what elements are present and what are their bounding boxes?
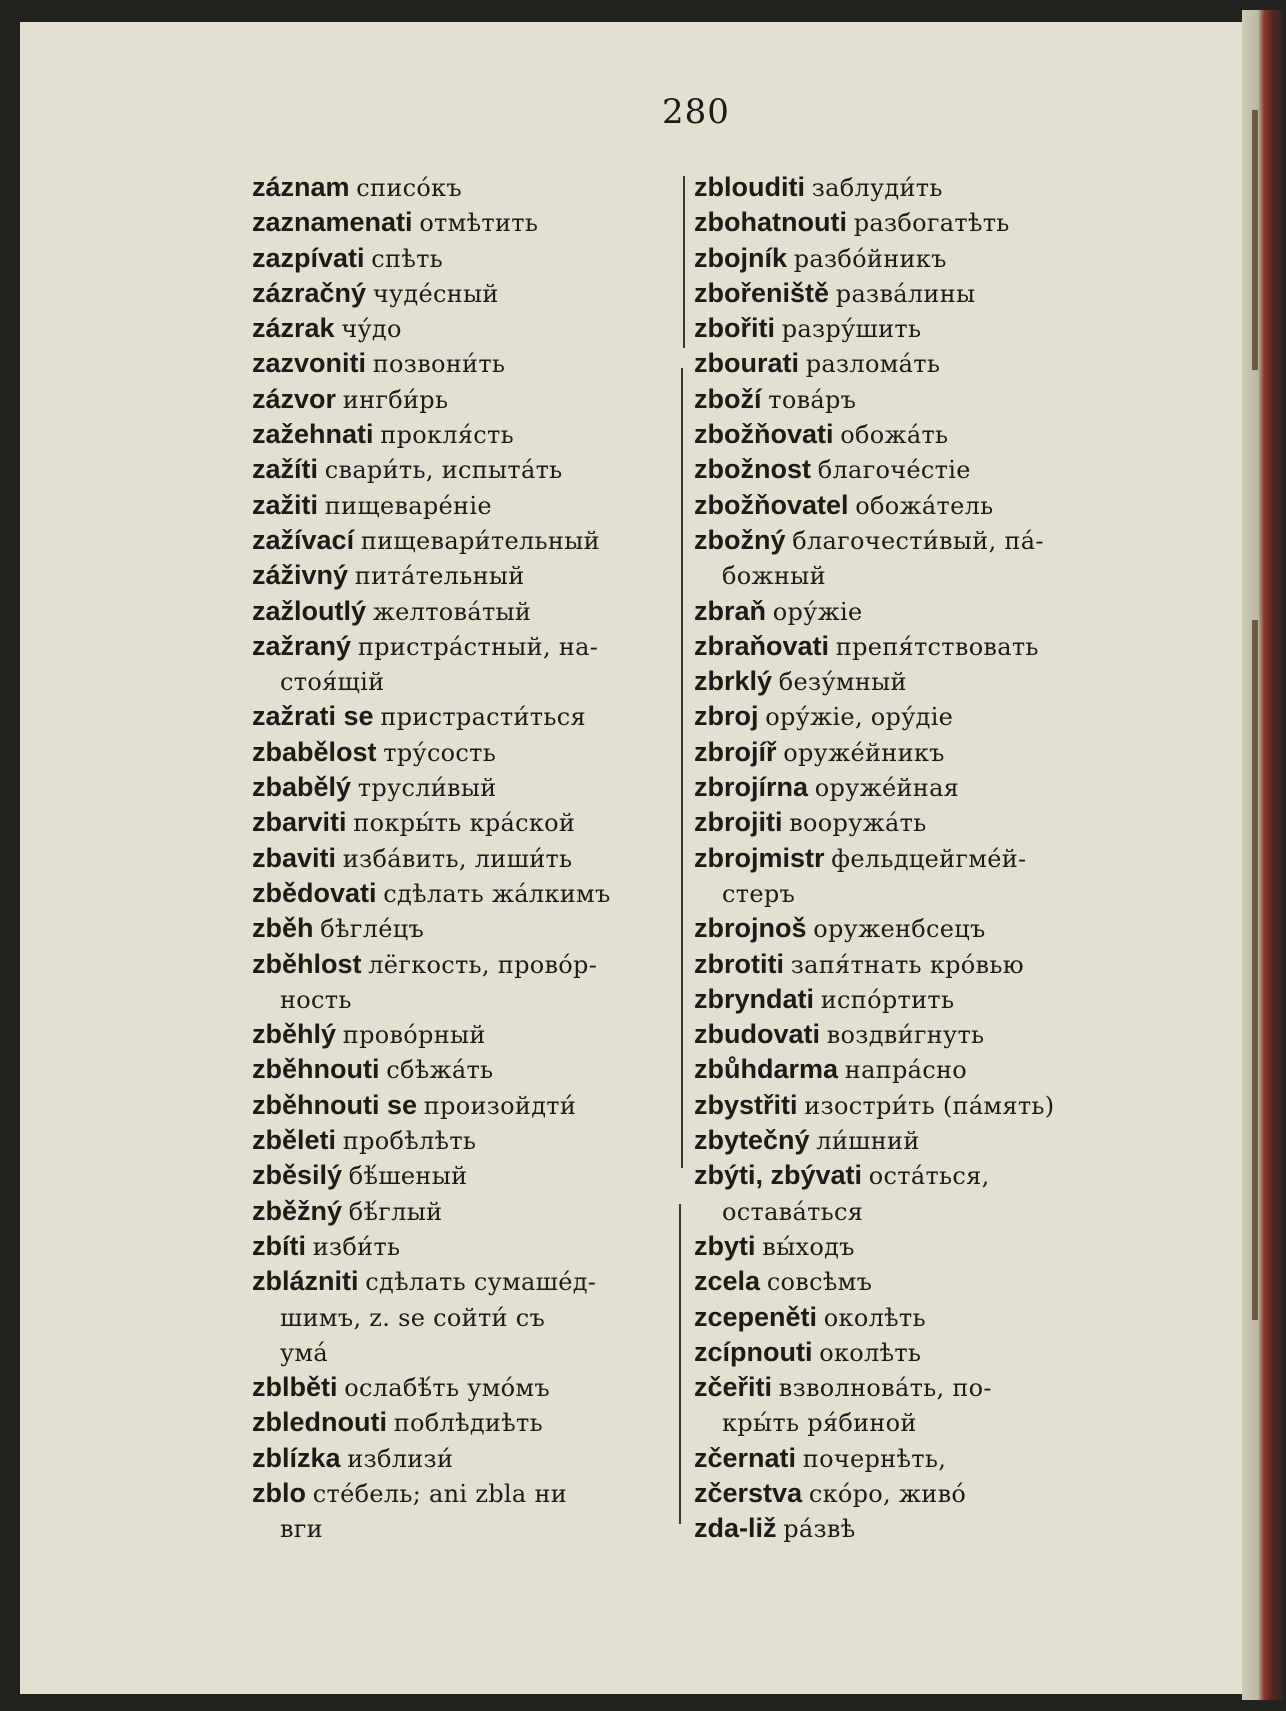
dictionary-entry xyxy=(694,699,1126,734)
translation: разру́шить xyxy=(781,315,922,344)
headword: zběhlý xyxy=(252,1019,337,1050)
translation: разва́лины xyxy=(835,279,976,308)
dictionary-entry xyxy=(694,276,1126,311)
dictionary-entry xyxy=(252,1264,672,1299)
translation: пристра́стный, на- xyxy=(357,632,599,661)
dictionary-entry xyxy=(252,1158,672,1193)
headword: záživný xyxy=(252,560,349,591)
translation: списо́къ xyxy=(356,174,462,202)
dictionary-entry xyxy=(252,452,672,487)
entry-continuation xyxy=(252,1511,672,1546)
dictionary-entry xyxy=(694,629,1126,664)
dictionary-entry xyxy=(252,805,672,840)
translation: пробѣлѣть xyxy=(342,1127,477,1156)
dictionary-entry xyxy=(694,770,1126,805)
headword: zbrojírna xyxy=(694,772,809,803)
dictionary-entry xyxy=(694,1300,1126,1335)
headword: zažraný xyxy=(252,630,352,661)
headword: zbystřiti xyxy=(694,1089,798,1120)
translation: изостри́ть (па́мять) xyxy=(804,1091,1055,1120)
translation: благоче́стіе xyxy=(817,456,971,485)
translation: безу́мный xyxy=(778,668,907,697)
translation: запя́тнать кро́вью xyxy=(790,950,1024,979)
entry-continuation xyxy=(694,876,1126,911)
translation: разбогатѣть xyxy=(853,209,1010,238)
headword: zběhlost xyxy=(252,948,362,979)
translation: ингби́рь xyxy=(342,385,449,414)
dictionary-entry xyxy=(252,205,672,240)
translation: ору́жіе xyxy=(772,597,863,626)
dictionary-entry xyxy=(252,311,672,346)
headword: zblo xyxy=(252,1477,306,1508)
translation: околѣть xyxy=(819,1338,922,1367)
translation: совсѣмъ xyxy=(766,1268,873,1297)
translation: поблѣдиѣть xyxy=(393,1409,543,1438)
translation: заблуди́ть xyxy=(811,174,943,202)
dictionary-entry xyxy=(252,1194,672,1229)
headword: zbrojiti xyxy=(694,807,783,838)
translation: чу́до xyxy=(341,315,402,344)
right-column xyxy=(694,170,1126,1547)
dictionary-entry xyxy=(694,452,1126,487)
dictionary-entry xyxy=(252,1017,672,1052)
translation: ору́жіе, ору́діе xyxy=(765,703,954,732)
headword: zbožňovati xyxy=(694,419,834,450)
translation: трусли́вый xyxy=(357,774,497,803)
translation: божный xyxy=(722,562,826,591)
dictionary-entry xyxy=(252,1441,672,1476)
dictionary-entry xyxy=(252,558,672,593)
headword: zbrojmistr xyxy=(694,842,825,873)
headword: zda-liž xyxy=(694,1513,777,1544)
left-column xyxy=(252,170,672,1547)
column-divider xyxy=(681,368,683,1168)
translation: разбо́йникъ xyxy=(793,244,947,273)
headword: zbýti, zbývati xyxy=(694,1160,863,1191)
headword: zčerstva xyxy=(694,1477,803,1508)
translation: шимъ, z. se сойти́ съ xyxy=(280,1303,546,1332)
headword: zbíti xyxy=(252,1230,306,1261)
translation: пищевари́тельный xyxy=(360,526,600,555)
headword: zbojník xyxy=(694,242,787,273)
dictionary-entry xyxy=(252,1052,672,1087)
dictionary-entry xyxy=(694,1017,1126,1052)
translation: пристрасти́ться xyxy=(380,703,586,732)
translation: това́ръ xyxy=(768,385,857,414)
translation: напра́сно xyxy=(844,1056,968,1085)
dictionary-entry xyxy=(694,735,1126,770)
headword: zažiti xyxy=(252,489,319,520)
dictionary-entry xyxy=(252,1229,672,1264)
dictionary-entry xyxy=(694,1052,1126,1087)
headword: zbroj xyxy=(694,701,759,732)
dictionary-entry xyxy=(694,805,1126,840)
headword: zažloutlý xyxy=(252,595,367,626)
dictionary-entry xyxy=(252,1088,672,1123)
dictionary-entry xyxy=(252,629,672,664)
headword: zbraňovati xyxy=(694,630,830,661)
translation: кры́ть ря́биной xyxy=(722,1409,917,1438)
translation: стеръ xyxy=(722,879,796,908)
headword: zažívací xyxy=(252,524,355,555)
translation: обожа́ть xyxy=(840,421,949,450)
translation: ли́шний xyxy=(816,1127,920,1156)
headword: zběhnouti xyxy=(252,1054,380,1085)
headword: zbraň xyxy=(694,595,767,626)
translation: обожа́тель xyxy=(855,491,994,520)
dictionary-entry xyxy=(252,417,672,452)
translation: изблизи́ xyxy=(347,1444,454,1473)
entry-continuation xyxy=(252,1335,672,1370)
headword: zběleti xyxy=(252,1125,337,1156)
translation: воздви́гнуть xyxy=(826,1021,985,1050)
dictionary-entry xyxy=(694,1158,1126,1193)
dictionary-entry xyxy=(252,876,672,911)
dictionary-entry xyxy=(694,947,1126,982)
headword: zbryndati xyxy=(694,983,815,1014)
dictionary-entry xyxy=(694,1441,1126,1476)
dictionary-entry xyxy=(694,311,1126,346)
translation: препя́тствовать xyxy=(835,632,1039,661)
headword: zažrati se xyxy=(252,701,374,732)
headword: zazpívati xyxy=(252,242,365,273)
spine-shadow xyxy=(1252,110,1258,370)
spine-shadow xyxy=(1252,620,1258,1320)
headword: zblběti xyxy=(252,1372,338,1403)
dictionary-entry xyxy=(252,1370,672,1405)
headword: zbožňovatel xyxy=(694,489,849,520)
translation: почернѣть, xyxy=(802,1444,947,1473)
dictionary-entry xyxy=(694,205,1126,240)
translation: сдѣлать жа́лкимъ xyxy=(383,879,611,908)
dictionary-entry xyxy=(694,523,1126,558)
headword: zbořeniště xyxy=(694,277,830,308)
translation: чуде́сный xyxy=(372,279,499,308)
dictionary-entry xyxy=(252,241,672,276)
headword: zbožnost xyxy=(694,454,811,485)
dictionary-entry xyxy=(694,664,1126,699)
headword: zblednouti xyxy=(252,1407,387,1438)
dictionary-entry xyxy=(252,1405,672,1440)
dictionary-entry xyxy=(694,1370,1126,1405)
dictionary-entry xyxy=(252,911,672,946)
translation: вооружа́ть xyxy=(789,809,927,838)
headword: zbořiti xyxy=(694,313,775,344)
headword: zcepeněti xyxy=(694,1301,818,1332)
translation: бѣ́шеный xyxy=(348,1162,468,1191)
translation: пищеваре́ніе xyxy=(324,491,492,520)
translation: тру́сость xyxy=(383,738,497,767)
entry-continuation xyxy=(252,664,672,699)
headword: zběhnouti se xyxy=(252,1089,418,1120)
translation: оруже́йная xyxy=(814,774,960,803)
entry-continuation xyxy=(694,1194,1126,1229)
translation: оста́ться, xyxy=(868,1162,990,1191)
dictionary-entry xyxy=(252,276,672,311)
dictionary-entry xyxy=(694,417,1126,452)
translation: сбѣжа́ть xyxy=(386,1056,494,1085)
headword: zbohatnouti xyxy=(694,207,847,238)
translation: бѣ́глый xyxy=(348,1197,443,1226)
dictionary-entry xyxy=(694,1229,1126,1264)
translation: изба́вить, лиши́ть xyxy=(342,844,573,873)
translation: пита́тельный xyxy=(354,562,525,591)
headword: zběžný xyxy=(252,1195,343,1226)
dictionary-entry xyxy=(252,1123,672,1158)
dictionary-entry xyxy=(252,523,672,558)
translation: покры́ть кра́ской xyxy=(353,809,576,838)
dictionary-entry xyxy=(694,841,1126,876)
headword: zběh xyxy=(252,913,314,944)
dictionary-entry xyxy=(252,947,672,982)
dictionary-entry xyxy=(694,382,1126,417)
translation: бѣгле́цъ xyxy=(320,915,425,944)
translation: прокля́сть xyxy=(380,421,514,450)
dictionary-entry xyxy=(694,170,1126,205)
translation: фельдцейгме́й- xyxy=(831,844,1027,873)
entry-continuation xyxy=(252,982,672,1017)
translation: ослабѣ́ть умо́мъ xyxy=(344,1374,550,1403)
headword: zbaviti xyxy=(252,842,337,873)
translation: стоя́щій xyxy=(280,668,385,697)
headword: zběsilý xyxy=(252,1160,343,1191)
headword: zblízka xyxy=(252,1442,341,1473)
dictionary-entry xyxy=(694,1511,1126,1546)
dictionary-entry xyxy=(694,594,1126,629)
dictionary-entry xyxy=(252,770,672,805)
column-divider xyxy=(683,176,685,348)
translation: сдѣлать сумаше́д- xyxy=(365,1268,597,1297)
dictionary-entry xyxy=(252,699,672,734)
translation: отмѣтить xyxy=(419,209,539,238)
translation: вги xyxy=(280,1515,323,1544)
headword: zázvor xyxy=(252,383,337,414)
translation: оруженбсецъ xyxy=(813,915,986,944)
translation: вы́ходъ xyxy=(762,1232,855,1261)
headword: zčeřiti xyxy=(694,1372,773,1403)
translation: разлома́ть xyxy=(805,350,941,379)
dictionary-entry xyxy=(252,841,672,876)
headword: zbytečný xyxy=(694,1125,810,1156)
translation: ума́ xyxy=(280,1338,328,1367)
book-spine xyxy=(1242,10,1282,1700)
headword: zboží xyxy=(694,383,762,414)
translation: сте́бель; ani zbla ни xyxy=(312,1479,568,1508)
translation: ность xyxy=(280,985,352,1014)
headword: zbrojíř xyxy=(694,736,777,767)
headword: záznam xyxy=(252,172,350,202)
headword: zaznamenati xyxy=(252,207,413,238)
translation: изби́ть xyxy=(312,1232,401,1261)
dictionary-entry xyxy=(694,1264,1126,1299)
translation: ско́ро, живо́ xyxy=(808,1479,967,1508)
headword: zbrojnoš xyxy=(694,913,807,944)
headword: zažíti xyxy=(252,454,319,485)
headword: zázrak xyxy=(252,313,335,344)
headword: zbabělost xyxy=(252,736,377,767)
headword: zažehnati xyxy=(252,419,374,450)
column-divider xyxy=(679,1204,681,1524)
translation: оруже́йникъ xyxy=(783,738,945,767)
dictionary-entry xyxy=(252,170,672,205)
dictionary-entry xyxy=(252,488,672,523)
headword: zbyti xyxy=(694,1230,756,1261)
translation: лёгкость, прово́р- xyxy=(368,950,598,979)
dictionary-entry xyxy=(694,1123,1126,1158)
translation: спѣть xyxy=(371,244,444,273)
dictionary-entry xyxy=(694,1476,1126,1511)
headword: zbarviti xyxy=(252,807,347,838)
translation: ра́звѣ xyxy=(783,1515,856,1544)
translation: испо́ртить xyxy=(820,985,955,1014)
headword: zázračný xyxy=(252,277,367,308)
translation: позвони́ть xyxy=(372,350,506,379)
headword: zbourati xyxy=(694,348,799,379)
dictionary-entry xyxy=(694,911,1126,946)
headword: zbabělý xyxy=(252,772,352,803)
dictionary-entry xyxy=(694,982,1126,1017)
dictionary-entry xyxy=(252,1476,672,1511)
translation: произойдти́ xyxy=(423,1091,577,1120)
translation: благочести́вый, па́- xyxy=(792,526,1044,555)
headword: zbrotiti xyxy=(694,948,784,979)
dictionary-entry xyxy=(694,346,1126,381)
headword: zbědovati xyxy=(252,877,377,908)
dictionary-entry xyxy=(252,594,672,629)
entry-continuation xyxy=(694,558,1126,593)
translation: остава́ться xyxy=(722,1197,864,1226)
dictionary-entry xyxy=(252,735,672,770)
dictionary-entry xyxy=(694,241,1126,276)
dictionary-entry xyxy=(694,488,1126,523)
headword: zazvoniti xyxy=(252,348,367,379)
entry-continuation xyxy=(694,1405,1126,1440)
translation: свари́ть, испыта́ть xyxy=(324,456,563,485)
headword: zbudovati xyxy=(694,1019,820,1050)
translation: желтова́тый xyxy=(372,597,532,626)
headword: zcípnouti xyxy=(694,1336,813,1367)
dictionary-entry xyxy=(252,346,672,381)
headword: zbůhdarma xyxy=(694,1054,839,1085)
headword: zcela xyxy=(694,1266,761,1297)
translation: околѣть xyxy=(823,1303,926,1332)
headword: zblázniti xyxy=(252,1266,359,1297)
dictionary-entry xyxy=(694,1335,1126,1370)
headword: zblouditi xyxy=(694,172,805,202)
dictionary-entry xyxy=(252,382,672,417)
dictionary-entry xyxy=(694,1088,1126,1123)
headword: zčernati xyxy=(694,1442,797,1473)
headword: zbožný xyxy=(694,524,786,555)
translation: взволнова́ть, по- xyxy=(778,1374,992,1403)
translation: прово́рный xyxy=(342,1021,486,1050)
page-number: 280 xyxy=(662,92,730,132)
entry-continuation xyxy=(252,1300,672,1335)
headword: zbrklý xyxy=(694,666,773,697)
